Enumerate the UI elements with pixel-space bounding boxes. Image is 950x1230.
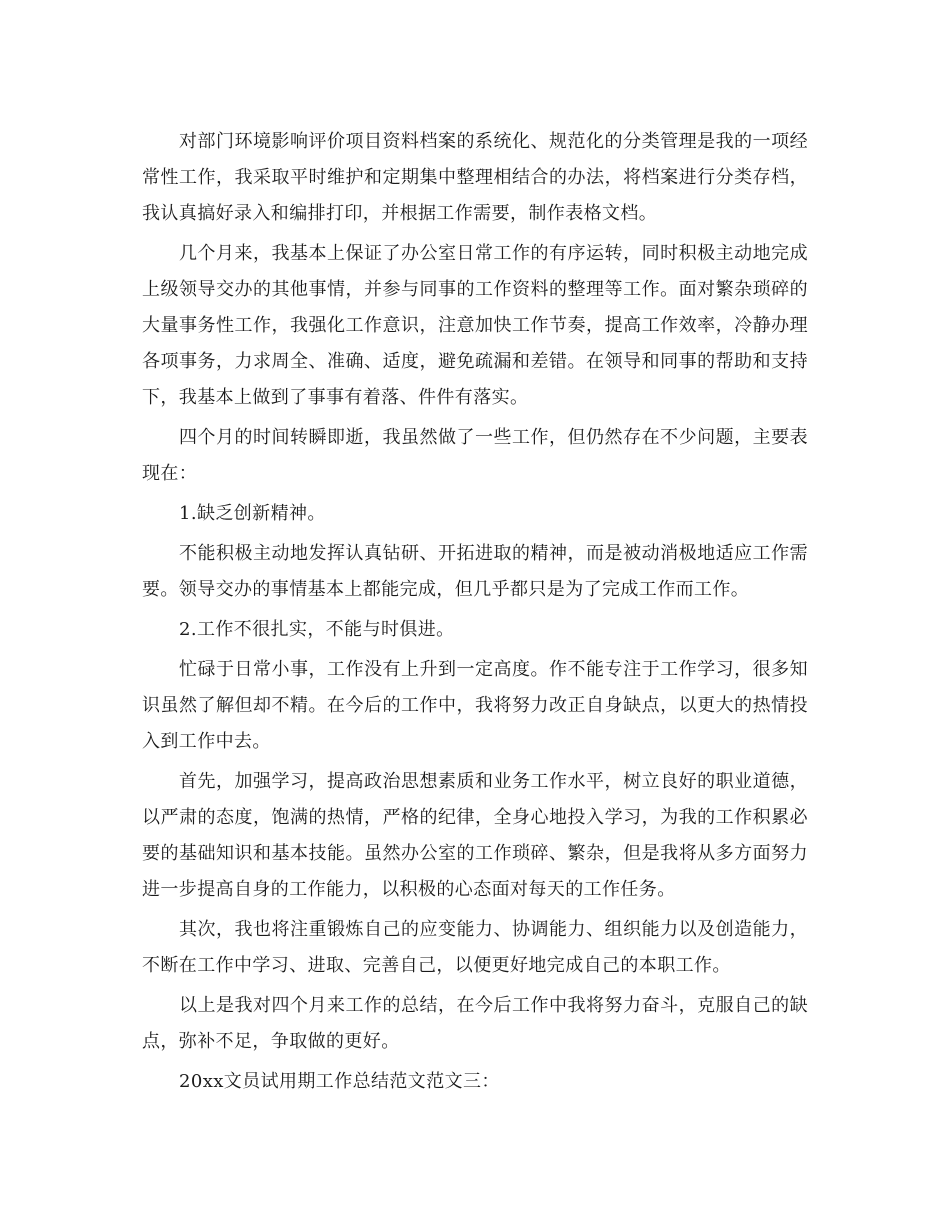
paragraph: 对部门环境影响评价项目资料档案的系统化、规范化的分类管理是我的一项经常性工作，我采取平时维护和定期集中整理相结合的办法，将档案进行分类存档，我认真搞好录入和编排打印，并根据工作需要，制作表格文档。 xyxy=(142,131,808,224)
paragraph: 其次，我也将注重锻炼自己的应变能力、协调能力、组织能力以及创造能力，不断在工作中学习、进取、完善自己，以便更好地完成自己的本职工作。 xyxy=(142,919,808,976)
paragraph: 四个月的时间转瞬即逝，我虽然做了一些工作，但仍然存在不少问题，主要表现在： xyxy=(142,427,808,484)
paragraph: 几个月来，我基本上保证了办公室日常工作的有序运转，同时积极主动地完成上级领导交办的其他事情，并参与同事的工作资料的整理等工作。面对繁杂琐碎的大量事务性工作，我强化工作意识，注意加快工作节奏，提高工作效率，冷静办理各项事务，力求周全、准确、适度，避免疏漏和差错。在领导和同事的帮助和支持下，我基本上做到了事事有着落、件件有落实。 xyxy=(142,243,808,408)
section-heading: 20xx文员试用期工作总结范文范文三： xyxy=(179,1071,500,1092)
paragraph: 忙碌于日常小事，工作没有上升到一定高度。作不能专注于工作学习，很多知识虽然了解但却不精。在今后的工作中，我将努力改正自身缺点，以更大的热情投入到工作中去。 xyxy=(142,659,808,752)
paragraph: 以上是我对四个月来工作的总结，在今后工作中我将努力奋斗，克服自己的缺点，弥补不足，争取做的更好。 xyxy=(142,995,808,1052)
paragraph: 首先，加强学习，提高政治思想素质和业务工作水平，树立良好的职业道德，以严肃的态度，饱满的热情，严格的纪律，全身心地投入学习，为我的工作积累必要的基础知识和基本技能。虽然办公室的工作琐碎、繁杂，但是我将从多方面努力进一步提高自身的工作能力，以积极的心态面对每天的工作任务。 xyxy=(142,771,808,900)
paragraph: 不能积极主动地发挥认真钻研、开拓进取的精神，而是被动消极地适应工作需要。领导交办的事情基本上都能完成，但几乎都只是为了完成工作而工作。 xyxy=(142,543,808,600)
list-heading: 1.缺乏创新精神。 xyxy=(179,503,326,524)
document-body xyxy=(142,124,808,1104)
list-heading: 2.工作不很扎实，不能与时俱进。 xyxy=(179,619,455,640)
